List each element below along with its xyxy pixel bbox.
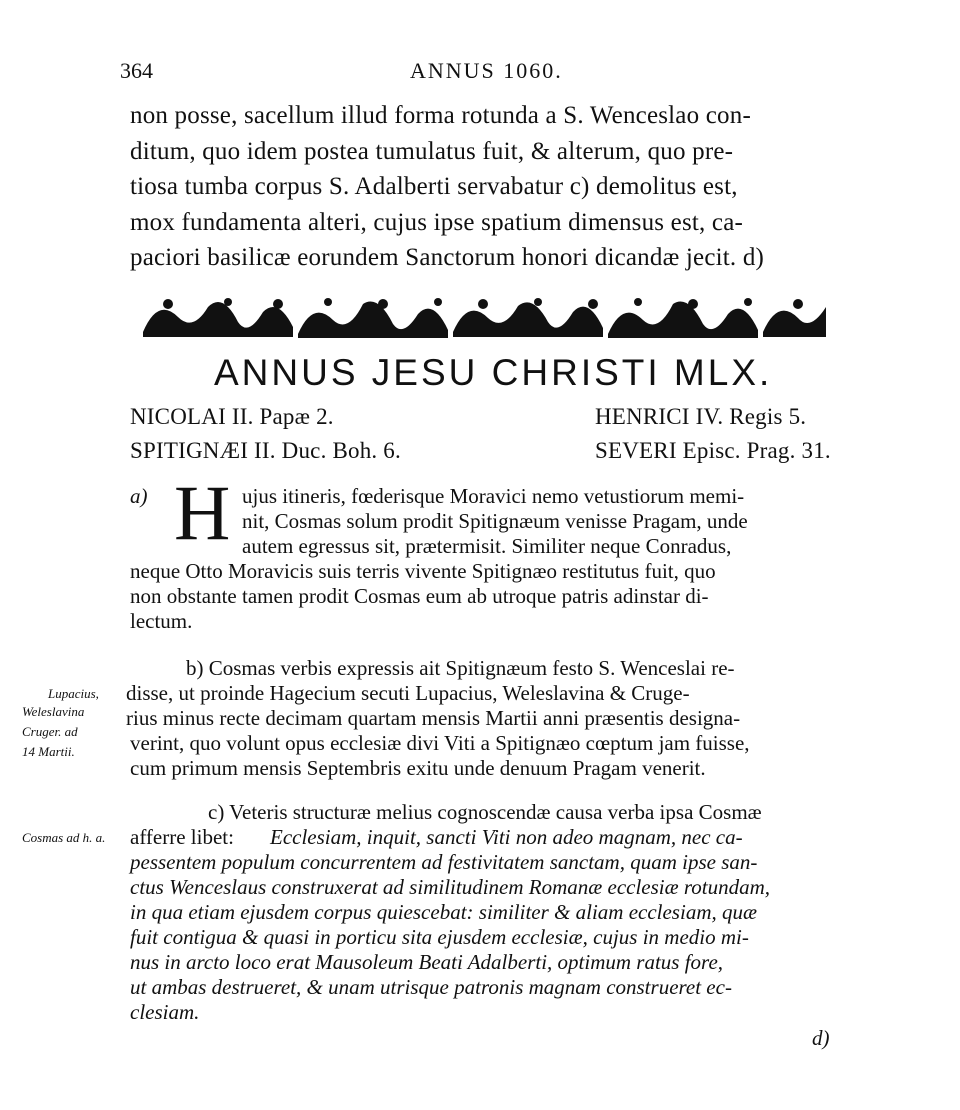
- note-quote: pessentem populum concurrentem ad festivitatem sanctam, quam ipse san-: [130, 850, 758, 874]
- running-head: ANNUS 1060.: [410, 58, 563, 83]
- note-quote: Ecclesiam, inquit, sancti Viti non adeo magnam, nec ca-: [270, 825, 743, 849]
- note-line: rius minus recte decimam quartam mensis Martii anni præsentis designa-: [126, 706, 741, 730]
- note-line: cum primum mensis Septembris exitu unde denuum Pragam venerit.: [130, 756, 706, 780]
- section-title: ANNUS JESU CHRISTI MLX.: [214, 352, 773, 393]
- note-quote: fuit contigua & quasi in porticu sita ejusdem ecclesiæ, cujus in medio mi-: [130, 925, 749, 949]
- note-line: verint, quo volunt opus ecclesiæ divi Viti a Spitignæo cœptum jam fuisse,: [130, 731, 750, 755]
- ornament-band: [138, 292, 828, 342]
- regnal-pope: NICOLAI II. Papæ 2.: [130, 404, 334, 429]
- drop-cap: H: [174, 469, 231, 556]
- note-quote: ut ambas destrueret, & unam utrisque patronis magnam construeret ec-: [130, 975, 732, 999]
- note-line: disse, ut proinde Hagecium secuti Lupacius, Weleslavina & Cruge-: [126, 681, 690, 705]
- regnal-king: HENRICI IV. Regis 5.: [595, 404, 807, 429]
- note-line: neque Otto Moravicis suis terris vivente Spitignæo restitutus fuit, quo: [130, 559, 716, 583]
- regnal-bishop: SEVERI Episc. Prag. 31.: [595, 438, 831, 463]
- main-text-line: paciori basilicæ eorundem Sanctorum honori dicandæ jecit. d): [130, 244, 765, 271]
- note-line: c) Veteris structuræ melius cognoscendæ causa verba ipsa Cosmæ: [208, 800, 762, 824]
- catchword: d): [812, 1026, 830, 1050]
- note-line: b) Cosmas verbis expressis ait Spitignæum festo S. Wenceslai re-: [186, 656, 735, 680]
- regnal-duke: SPITIGNÆI II. Duc. Boh. 6.: [130, 438, 401, 463]
- note-quote: nus in arcto loco erat Mausoleum Beati Adalberti, optimum ratus fore,: [130, 950, 724, 974]
- main-text-line: tiosa tumba corpus S. Adalberti servabatur c) demolitus est,: [130, 173, 738, 200]
- margin-note: Cruger. ad: [22, 724, 78, 739]
- note-quote: clesiam.: [130, 1000, 200, 1024]
- note-line: autem egressus sit, prætermisit. Similiter neque Conradus,: [242, 534, 732, 558]
- note-line: lectum.: [130, 609, 193, 633]
- main-text-line: ditum, quo idem postea tumulatus fuit, & alterum, quo pre-: [130, 138, 734, 165]
- margin-note: Lupacius,: [48, 686, 99, 701]
- margin-note: Weleslavina: [22, 704, 85, 719]
- note-marker-a: a): [130, 484, 148, 508]
- page-number: 364: [120, 58, 153, 83]
- note-line: ujus itineris, fœderisque Moravici nemo vetustiorum memi-: [242, 484, 745, 508]
- main-text-line: non posse, sacellum illud forma rotunda a S. Wenceslao con-: [130, 102, 751, 129]
- margin-note: Cosmas ad h. a.: [22, 830, 106, 845]
- note-quote: ctus Wenceslaus construxerat ad similitudinem Romanæ ecclesiæ rotundam,: [130, 875, 771, 899]
- note-line: nit, Cosmas solum prodit Spitignæum venisse Pragam, unde: [242, 509, 748, 533]
- note-line: afferre libet:: [130, 825, 234, 849]
- note-quote: in qua etiam ejusdem corpus quiescebat: similiter & aliam ecclesiam, quæ: [130, 900, 757, 924]
- main-text-line: mox fundamenta alteri, cujus ipse spatium dimensus est, ca-: [130, 209, 744, 236]
- note-line: non obstante tamen prodit Cosmas eum ab utroque patris adinstar di-: [130, 584, 709, 608]
- margin-note: 14 Martii.: [22, 744, 75, 759]
